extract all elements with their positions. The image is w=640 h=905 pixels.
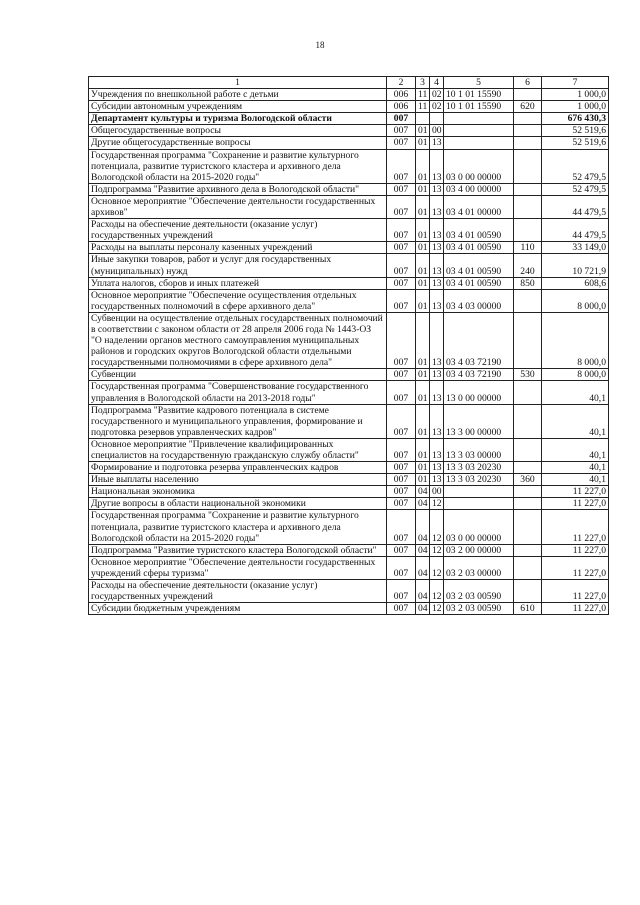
section-code: 01 bbox=[416, 312, 430, 368]
amount: 11 227,0 bbox=[542, 580, 609, 603]
table-row bbox=[89, 137, 609, 149]
target-article-code: 03 0 00 00000 bbox=[444, 510, 514, 544]
row-name: Другие вопросы в области национальной экономики bbox=[89, 498, 387, 510]
dept-code: 007 bbox=[387, 137, 416, 149]
target-article-code bbox=[444, 498, 514, 510]
section-code: 04 bbox=[416, 556, 430, 579]
target-article-code: 13 3 03 00000 bbox=[444, 438, 514, 461]
table-row bbox=[89, 462, 609, 474]
row-name: Субвенции bbox=[89, 369, 387, 381]
row-name: Другие общегосударственные вопросы bbox=[89, 137, 387, 149]
dept-code: 007 bbox=[387, 195, 416, 218]
target-article-code: 03 0 00 00000 bbox=[444, 149, 514, 183]
expense-type-code: 110 bbox=[514, 242, 542, 254]
amount: 33 149,0 bbox=[542, 242, 609, 254]
table-row bbox=[89, 183, 609, 195]
table-row bbox=[89, 474, 609, 486]
budget-table bbox=[88, 76, 609, 615]
target-article-code: 03 4 03 72190 bbox=[444, 369, 514, 381]
expense-type-code bbox=[514, 498, 542, 510]
budget-table-body bbox=[89, 89, 609, 615]
expense-type-code bbox=[514, 289, 542, 312]
column-header: 3 bbox=[416, 77, 430, 89]
section-code: 01 bbox=[416, 404, 430, 438]
expense-type-code bbox=[514, 438, 542, 461]
subsection-code: 13 bbox=[430, 149, 444, 183]
table-row bbox=[89, 312, 609, 368]
row-name: Основное мероприятие "Привлечение квалифицированных специалистов на государственную гражданскую службу области" bbox=[89, 438, 387, 461]
dept-code: 007 bbox=[387, 544, 416, 556]
row-name: Подпрограмма "Развитие кадрового потенциала в системе государственного и муниципального управления, формирование и подготовка резервов управленческих кадров" bbox=[89, 404, 387, 438]
table-row bbox=[89, 125, 609, 137]
subsection-code: 13 bbox=[430, 219, 444, 242]
subsection-code: 13 bbox=[430, 242, 444, 254]
section-code: 04 bbox=[416, 498, 430, 510]
expense-type-code bbox=[514, 89, 542, 101]
amount: 52 519,6 bbox=[542, 137, 609, 149]
subsection-code: 12 bbox=[430, 498, 444, 510]
row-name: Подпрограмма "Развитие туристского кластера Вологодской области" bbox=[89, 544, 387, 556]
section-code: 04 bbox=[416, 580, 430, 603]
expense-type-code bbox=[514, 219, 542, 242]
section-code: 04 bbox=[416, 510, 430, 544]
target-article-code: 03 2 03 00000 bbox=[444, 556, 514, 579]
amount: 11 227,0 bbox=[542, 603, 609, 615]
table-row bbox=[89, 438, 609, 461]
column-header: 1 bbox=[89, 77, 387, 89]
amount: 8 000,0 bbox=[542, 369, 609, 381]
amount: 10 721,9 bbox=[542, 254, 609, 277]
dept-code: 007 bbox=[387, 580, 416, 603]
row-name: Основное мероприятие "Обеспечение деятельности государственных архивов" bbox=[89, 195, 387, 218]
row-name: Субсидии бюджетным учреждениям bbox=[89, 603, 387, 615]
dept-code: 007 bbox=[387, 149, 416, 183]
subsection-code: 00 bbox=[430, 125, 444, 137]
table-row bbox=[89, 381, 609, 404]
table-row bbox=[89, 580, 609, 603]
table-row bbox=[89, 603, 609, 615]
section-code: 11 bbox=[416, 89, 430, 101]
table-row bbox=[89, 254, 609, 277]
amount: 52 479,5 bbox=[542, 149, 609, 183]
amount: 11 227,0 bbox=[542, 498, 609, 510]
row-name: Уплата налогов, сборов и иных платежей bbox=[89, 277, 387, 289]
subsection-code: 12 bbox=[430, 580, 444, 603]
target-article-code: 03 4 01 00590 bbox=[444, 254, 514, 277]
subsection-code: 13 bbox=[430, 438, 444, 461]
table-row bbox=[89, 544, 609, 556]
expense-type-code: 610 bbox=[514, 603, 542, 615]
section-code bbox=[416, 113, 430, 125]
expense-type-code bbox=[514, 125, 542, 137]
target-article-code: 03 4 03 72190 bbox=[444, 312, 514, 368]
subsection-code bbox=[430, 113, 444, 125]
section-code: 04 bbox=[416, 603, 430, 615]
table-row bbox=[89, 242, 609, 254]
expense-type-code bbox=[514, 149, 542, 183]
column-header: 5 bbox=[444, 77, 514, 89]
dept-code: 007 bbox=[387, 369, 416, 381]
section-code: 11 bbox=[416, 101, 430, 113]
target-article-code: 10 1 01 15590 bbox=[444, 89, 514, 101]
table-row bbox=[89, 113, 609, 125]
header-row bbox=[89, 77, 609, 89]
section-code: 01 bbox=[416, 242, 430, 254]
column-header: 2 bbox=[387, 77, 416, 89]
expense-type-code: 360 bbox=[514, 474, 542, 486]
subsection-code: 13 bbox=[430, 183, 444, 195]
section-code: 04 bbox=[416, 486, 430, 498]
subsection-code: 13 bbox=[430, 312, 444, 368]
subsection-code: 12 bbox=[430, 510, 444, 544]
target-article-code: 13 3 03 20230 bbox=[444, 474, 514, 486]
row-name: Расходы на обеспечение деятельности (оказание услуг) государственных учреждений bbox=[89, 219, 387, 242]
table-row bbox=[89, 89, 609, 101]
section-code: 01 bbox=[416, 369, 430, 381]
table-row bbox=[89, 556, 609, 579]
target-article-code: 03 2 00 00000 bbox=[444, 544, 514, 556]
target-article-code: 03 2 03 00590 bbox=[444, 580, 514, 603]
subsection-code: 00 bbox=[430, 486, 444, 498]
amount: 40,1 bbox=[542, 381, 609, 404]
section-code: 04 bbox=[416, 544, 430, 556]
row-name: Национальная экономика bbox=[89, 486, 387, 498]
dept-code: 007 bbox=[387, 125, 416, 137]
dept-code: 007 bbox=[387, 486, 416, 498]
amount: 608,6 bbox=[542, 277, 609, 289]
row-name: Расходы на выплаты персоналу казенных учреждений bbox=[89, 242, 387, 254]
amount: 11 227,0 bbox=[542, 556, 609, 579]
subsection-code: 12 bbox=[430, 544, 444, 556]
table-row bbox=[89, 289, 609, 312]
column-header: 6 bbox=[514, 77, 542, 89]
subsection-code: 13 bbox=[430, 462, 444, 474]
subsection-code: 13 bbox=[430, 254, 444, 277]
target-article-code: 03 4 01 00590 bbox=[444, 277, 514, 289]
dept-code: 007 bbox=[387, 113, 416, 125]
section-code: 01 bbox=[416, 462, 430, 474]
row-name: Иные выплаты населению bbox=[89, 474, 387, 486]
subsection-code: 02 bbox=[430, 89, 444, 101]
dept-code: 007 bbox=[387, 404, 416, 438]
subsection-code: 13 bbox=[430, 137, 444, 149]
expense-type-code bbox=[514, 113, 542, 125]
row-name: Расходы на обеспечение деятельности (оказание услуг) государственных учреждений bbox=[89, 580, 387, 603]
amount: 40,1 bbox=[542, 462, 609, 474]
subsection-code: 13 bbox=[430, 277, 444, 289]
row-name: Подпрограмма "Развитие архивного дела в Вологодской области" bbox=[89, 183, 387, 195]
row-name: Государственная программа "Совершенствование государственного управления в Вологодской области на 2013-2018 годы" bbox=[89, 381, 387, 404]
expense-type-code bbox=[514, 195, 542, 218]
amount: 11 227,0 bbox=[542, 510, 609, 544]
section-code: 01 bbox=[416, 254, 430, 277]
expense-type-code: 530 bbox=[514, 369, 542, 381]
target-article-code bbox=[444, 125, 514, 137]
table-row bbox=[89, 149, 609, 183]
amount: 52 519,6 bbox=[542, 125, 609, 137]
target-article-code: 03 4 00 00000 bbox=[444, 183, 514, 195]
row-name: Государственная программа "Сохранение и развитие культурного потенциала, развитие туристского кластера и архивного дела Вологодской области на 2015-2020 годы" bbox=[89, 510, 387, 544]
target-article-code: 13 3 03 20230 bbox=[444, 462, 514, 474]
page-number: 18 bbox=[315, 40, 325, 50]
table-row bbox=[89, 101, 609, 113]
target-article-code: 03 4 03 00000 bbox=[444, 289, 514, 312]
section-code: 01 bbox=[416, 289, 430, 312]
subsection-code: 13 bbox=[430, 369, 444, 381]
dept-code: 007 bbox=[387, 312, 416, 368]
expense-type-code bbox=[514, 462, 542, 474]
row-name: Формирование и подготовка резерва управленческих кадров bbox=[89, 462, 387, 474]
column-header: 4 bbox=[430, 77, 444, 89]
row-name: Общегосударственные вопросы bbox=[89, 125, 387, 137]
dept-code: 007 bbox=[387, 381, 416, 404]
amount: 8 000,0 bbox=[542, 312, 609, 368]
section-code: 01 bbox=[416, 438, 430, 461]
target-article-code bbox=[444, 137, 514, 149]
dept-code: 007 bbox=[387, 289, 416, 312]
section-code: 01 bbox=[416, 149, 430, 183]
target-article-code: 03 4 01 00590 bbox=[444, 242, 514, 254]
amount: 40,1 bbox=[542, 474, 609, 486]
amount: 52 479,5 bbox=[542, 183, 609, 195]
table-row bbox=[89, 510, 609, 544]
target-article-code: 03 4 01 00590 bbox=[444, 219, 514, 242]
section-code: 01 bbox=[416, 195, 430, 218]
expense-type-code bbox=[514, 404, 542, 438]
target-article-code: 03 2 03 00590 bbox=[444, 603, 514, 615]
target-article-code: 13 3 00 00000 bbox=[444, 404, 514, 438]
expense-type-code: 850 bbox=[514, 277, 542, 289]
dept-code: 007 bbox=[387, 510, 416, 544]
dept-code: 007 bbox=[387, 556, 416, 579]
expense-type-code bbox=[514, 486, 542, 498]
expense-type-code bbox=[514, 580, 542, 603]
row-name: Иные закупки товаров, работ и услуг для государственных (муниципальных) нужд bbox=[89, 254, 387, 277]
dept-code: 007 bbox=[387, 438, 416, 461]
amount: 40,1 bbox=[542, 438, 609, 461]
expense-type-code bbox=[514, 510, 542, 544]
amount: 44 479,5 bbox=[542, 219, 609, 242]
section-code: 01 bbox=[416, 219, 430, 242]
subsection-code: 13 bbox=[430, 195, 444, 218]
target-article-code: 03 4 01 00000 bbox=[444, 195, 514, 218]
expense-type-code bbox=[514, 137, 542, 149]
row-name: Основное мероприятие "Обеспечение осуществления отдельных государственных полномочий в сфере архивного дела" bbox=[89, 289, 387, 312]
dept-code: 007 bbox=[387, 219, 416, 242]
section-code: 01 bbox=[416, 137, 430, 149]
dept-code: 007 bbox=[387, 242, 416, 254]
dept-code: 007 bbox=[387, 277, 416, 289]
table-row bbox=[89, 369, 609, 381]
target-article-code bbox=[444, 113, 514, 125]
dept-code: 007 bbox=[387, 254, 416, 277]
table-row bbox=[89, 219, 609, 242]
subsection-code: 02 bbox=[430, 101, 444, 113]
amount: 1 000,0 bbox=[542, 89, 609, 101]
subsection-code: 12 bbox=[430, 603, 444, 615]
amount: 40,1 bbox=[542, 404, 609, 438]
section-code: 01 bbox=[416, 183, 430, 195]
row-name: Департамент культуры и туризма Вологодской области bbox=[89, 113, 387, 125]
column-header: 7 bbox=[542, 77, 609, 89]
row-name: Учреждения по внешкольной работе с детьми bbox=[89, 89, 387, 101]
table-row bbox=[89, 277, 609, 289]
dept-code: 007 bbox=[387, 183, 416, 195]
target-article-code: 10 1 01 15590 bbox=[444, 101, 514, 113]
subsection-code: 13 bbox=[430, 289, 444, 312]
table-row bbox=[89, 404, 609, 438]
row-name: Основное мероприятие "Обеспечение деятельности государственных учреждений сферы туризма" bbox=[89, 556, 387, 579]
expense-type-code bbox=[514, 381, 542, 404]
row-name: Субсидии автономным учреждениям bbox=[89, 101, 387, 113]
amount: 44 479,5 bbox=[542, 195, 609, 218]
subsection-code: 12 bbox=[430, 556, 444, 579]
expense-type-code bbox=[514, 544, 542, 556]
amount: 11 227,0 bbox=[542, 544, 609, 556]
row-name: Государственная программа "Сохранение и развитие культурного потенциала, развитие туристского кластера и архивного дела Вологодской области на 2015-2020 годы" bbox=[89, 149, 387, 183]
subsection-code: 13 bbox=[430, 474, 444, 486]
dept-code: 006 bbox=[387, 89, 416, 101]
subsection-code: 13 bbox=[430, 381, 444, 404]
amount: 8 000,0 bbox=[542, 289, 609, 312]
expense-type-code bbox=[514, 556, 542, 579]
dept-code: 007 bbox=[387, 603, 416, 615]
section-code: 01 bbox=[416, 474, 430, 486]
target-article-code: 13 0 00 00000 bbox=[444, 381, 514, 404]
amount: 1 000,0 bbox=[542, 101, 609, 113]
section-code: 01 bbox=[416, 125, 430, 137]
target-article-code bbox=[444, 486, 514, 498]
section-code: 01 bbox=[416, 277, 430, 289]
expense-type-code: 240 bbox=[514, 254, 542, 277]
expense-type-code bbox=[514, 312, 542, 368]
amount: 676 430,3 bbox=[542, 113, 609, 125]
row-name: Субвенции на осуществление отдельных государственных полномочий в соответствии с законом области от 28 апреля 2006 года № 1443-ОЗ "О наделении органов местного самоуправления муниципальных районов и городских округов Вологодской области отдельными государственными полномочиями в сфере архивного дела" bbox=[89, 312, 387, 368]
subsection-code: 13 bbox=[430, 404, 444, 438]
dept-code: 007 bbox=[387, 474, 416, 486]
table-row bbox=[89, 195, 609, 218]
dept-code: 007 bbox=[387, 498, 416, 510]
expense-type-code bbox=[514, 183, 542, 195]
table-row bbox=[89, 498, 609, 510]
dept-code: 007 bbox=[387, 462, 416, 474]
dept-code: 006 bbox=[387, 101, 416, 113]
table-row bbox=[89, 486, 609, 498]
section-code: 01 bbox=[416, 381, 430, 404]
expense-type-code: 620 bbox=[514, 101, 542, 113]
amount: 11 227,0 bbox=[542, 486, 609, 498]
